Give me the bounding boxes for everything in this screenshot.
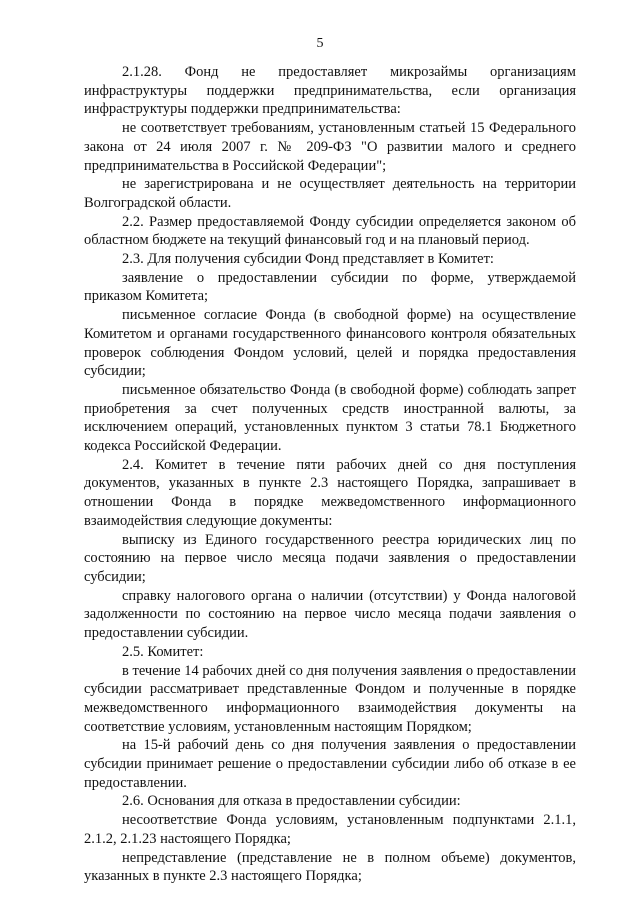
paragraph-14-days: в течение 14 рабочих дней со дня получения заявления о предоставлении субсидии рассматривает представленные Фондом и полученные в порядке межведомственного информационного взаимодействия документы на соответствие условиям, установленным настоящим Порядком; (84, 662, 576, 735)
paragraph-2-6: 2.6. Основания для отказа в предоставлении субсидии: (122, 793, 461, 810)
paragraph-2-3: 2.3. Для получения субсидии Фонд представляет в Комитет: (122, 251, 494, 268)
document-body (84, 63, 576, 886)
paragraph-not-registered: не зарегистрирована и не осуществляет деятельность на территории Волгоградской области. (84, 176, 576, 211)
paragraph-application: заявление о предоставлении субсидии по форме, утверждаемой приказом Комитета; (84, 269, 576, 305)
paragraph-2-1-28: 2.1.28. Фонд не предоставляет микрозаймы организациям инфраструктуры поддержки предпринимательства, если организация инфраструктуры поддержки предпринимательства: (84, 64, 576, 118)
paragraph-2-4: 2.4. Комитет в течение пяти рабочих дней со дня поступления документов, указанных в пункте 2.3 настоящего Порядка, запрашивает в отношении Фонда в порядке межведомственного информационного взаимодействия следующие документы: (84, 456, 576, 529)
paragraph-registry-extract: выписку из Единого государственного реестра юридических лиц по состоянию на первое число месяца подачи заявления о предоставлении субсидии; (84, 531, 576, 585)
paragraph-15th-day: на 15-й рабочий день со дня получения заявления о предоставлении субсидии принимает решение о предоставлении субсидии либо об отказе в ее предоставлении. (84, 737, 576, 791)
paragraph-written-consent: письменное согласие Фонда (в свободной форме) на осуществление Комитетом и органами государственного финансового контроля обязательных проверок соблюдения Фондом условий, целей и порядка предоставления субсидии; (84, 307, 576, 380)
paragraph-requirement-article-15: не соответствует требованиям, установленным статьей 15 Федерального закона от 24 июля 2007 г. № 209-ФЗ "О развитии малого и среднего предпринимательства в Российской Федерации"; (84, 120, 576, 174)
paragraph-2-2: 2.2. Размер предоставляемой Фонду субсидии определяется законом об областном бюджете на текущий финансовый год и на плановый период. (84, 213, 576, 249)
paragraph-nonsubmission: непредставление (представление не в полном объеме) документов, указанных в пункте 2.3 настоящего Порядка; (84, 849, 576, 885)
paragraph-2-5: 2.5. Комитет: (122, 643, 204, 660)
paragraph-tax-certificate: справку налогового органа о наличии (отсутствии) у Фонда налоговой задолженности по состоянию на первое число месяца подачи заявления о предоставлении субсидии. (84, 587, 576, 642)
page-number: 5 (316, 36, 324, 51)
paragraph-nonconformity: несоответствие Фонда условиям, установленным подпунктами 2.1.1, 2.1.2, 2.1.23 настоящего Порядка; (84, 812, 576, 847)
paragraph-written-obligation: письменное обязательство Фонда (в свободной форме) соблюдать запрет приобретения за счет полученных средств иностранной валюты, за исключением операций, установленных пунктом 3 статьи 78.1 Бюджетного кодекса Российской Федерации. (84, 381, 576, 455)
